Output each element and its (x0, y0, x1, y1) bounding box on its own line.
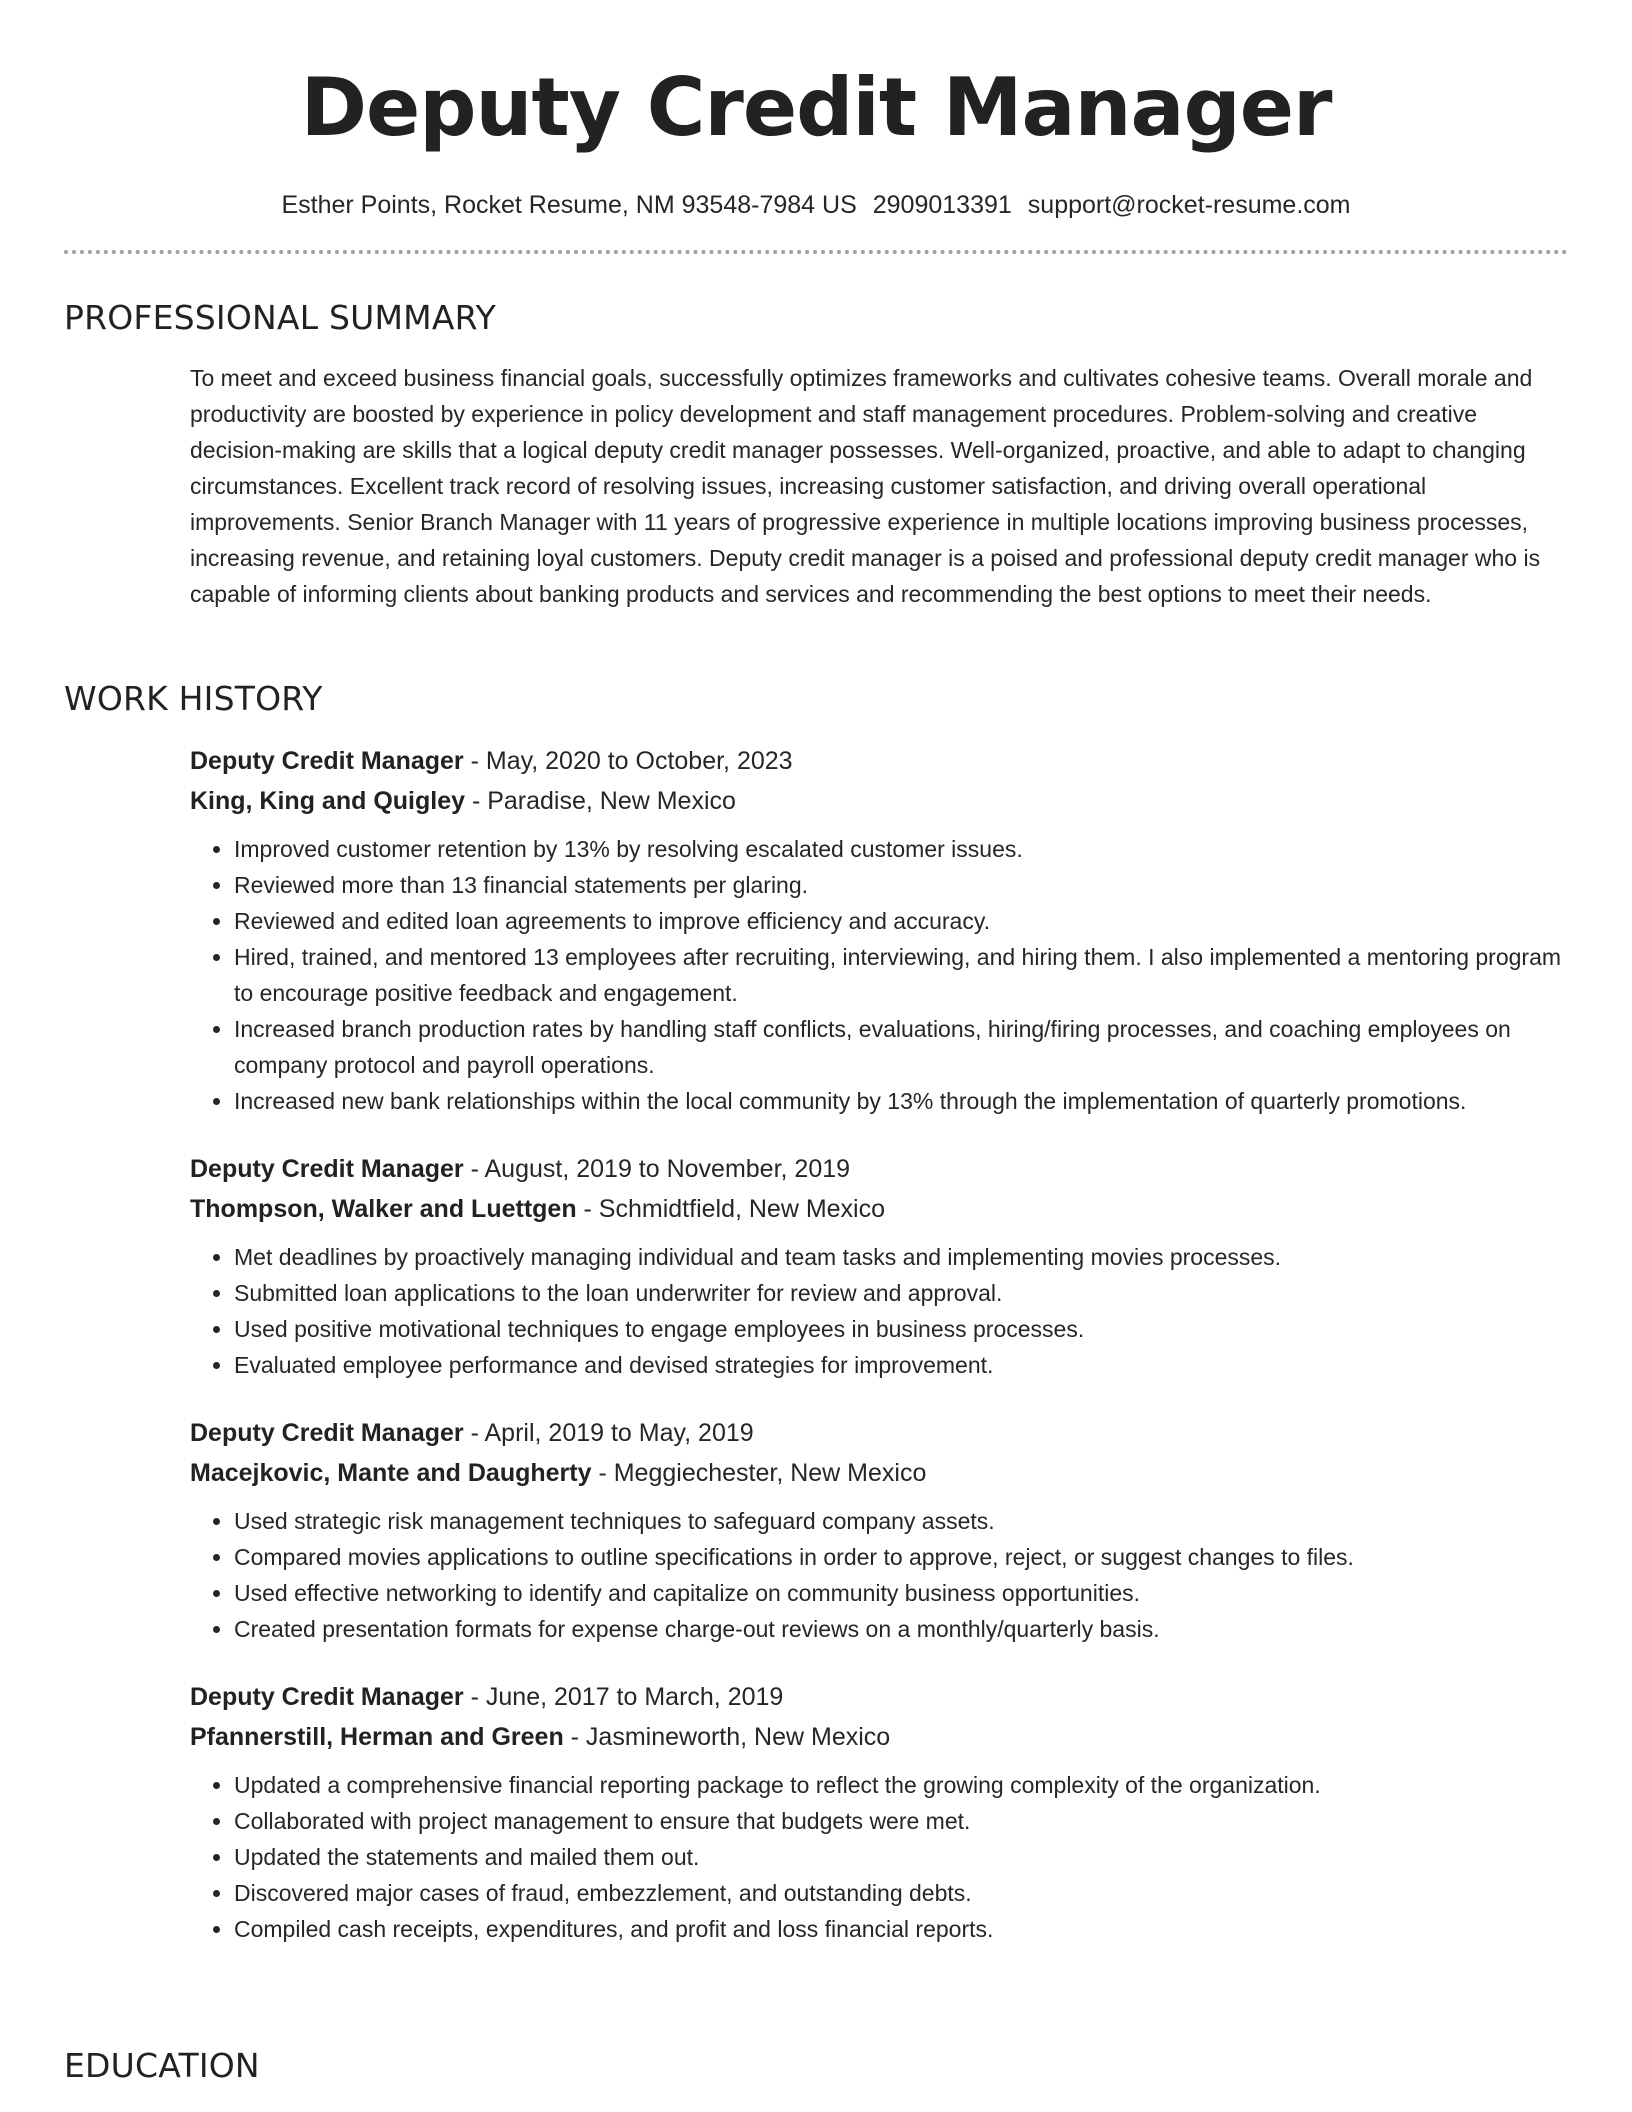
job-company-line (190, 781, 1568, 821)
job-bullet: • Collaborated with project management to ensure that budgets were met. (234, 1803, 1568, 1839)
job-bullet: • Created presentation formats for expense charge-out reviews on a monthly/quarterly basis. (234, 1611, 1568, 1647)
work-section (64, 679, 1568, 1947)
job-role: Deputy Credit Manager (190, 1419, 464, 1447)
job-company: Pfannerstill, Herman and Green (190, 1723, 564, 1751)
job-bullets (190, 831, 1568, 1119)
job-dates: - May, 2020 to October, 2023 (463, 747, 793, 775)
contact-line (0, 190, 1632, 220)
summary-section (64, 298, 1568, 612)
job-bullet: • Increased new bank relationships within the local community by 13% through the implementation of quarterly promotions. (234, 1083, 1568, 1119)
job-role-line (190, 741, 1568, 781)
job-bullets (190, 1503, 1568, 1647)
job-bullet: • Used strategic risk management techniques to safeguard company assets. (234, 1503, 1568, 1539)
job-bullet: • Hired, trained, and mentored 13 employees after recruiting, interviewing, and hiring them. I also implemented a mentoring program to encourage positive feedback and engagement. (234, 939, 1568, 1011)
contact-phone: 2909013391 (872, 191, 1012, 219)
job-bullet: • Met deadlines by proactively managing individual and team tasks and implementing movies processes. (234, 1239, 1568, 1275)
job-company-line (190, 1453, 1568, 1493)
job-bullet: • Used effective networking to identify and capitalize on community business opportunities. (234, 1575, 1568, 1611)
job-company: Macejkovic, Mante and Daugherty (190, 1459, 592, 1487)
job-bullet: • Compared movies applications to outline specifications in order to approve, reject, or suggest changes to files. (234, 1539, 1568, 1575)
job-bullet: • Updated a comprehensive financial reporting package to reflect the growing complexity of the organization. (234, 1767, 1568, 1803)
job-company-line (190, 1189, 1568, 1229)
contact-email[interactable]: support@rocket-resume.com (1027, 191, 1351, 219)
job-dates: - August, 2019 to November, 2019 (463, 1155, 851, 1183)
job-company: King, King and Quigley (190, 787, 465, 815)
job-bullet: • Evaluated employee performance and devised strategies for improvement. (234, 1347, 1568, 1383)
job-bullet: • Discovered major cases of fraud, embezzlement, and outstanding debts. (234, 1875, 1568, 1911)
job-bullet: • Reviewed and edited loan agreements to improve efficiency and accuracy. (234, 903, 1568, 939)
job-bullet: • Improved customer retention by 13% by resolving escalated customer issues. (234, 831, 1568, 867)
job-bullets (190, 1767, 1568, 1947)
contact-address: Esther Points, Rocket Resume, NM 93548-7984 US (281, 191, 857, 219)
job-entry (190, 741, 1568, 1119)
job-bullet: • Increased branch production rates by handling staff conflicts, evaluations, hiring/firing processes, and coaching employees on company protocol and payroll operations. (234, 1011, 1568, 1083)
job-location: - Meggiechester, New Mexico (591, 1459, 927, 1487)
job-location: - Paradise, New Mexico (465, 787, 736, 815)
education-section (64, 2046, 1568, 2086)
job-entry (190, 1677, 1568, 1947)
work-title: WORK HISTORY (64, 679, 323, 718)
job-role: Deputy Credit Manager (190, 1155, 464, 1183)
job-dates: - June, 2017 to March, 2019 (463, 1683, 784, 1711)
job-company: Thompson, Walker and Luettgen (190, 1195, 577, 1223)
resume-name: Deputy Credit Manager (300, 61, 1332, 154)
job-bullet: • Updated the statements and mailed them out. (234, 1839, 1568, 1875)
summary-text: To meet and exceed business financial goals, successfully optimizes frameworks and cultivates cohesive teams. Overall morale and productivity are boosted by experience in policy development and staff management procedures. Problem-solving and creative decision-making are skills that a logical deputy credit manager possesses. Well-organized, proactive, and able to adapt to changing circumstances. Excellent track record of resolving issues, increasing customer satisfaction, and driving overall operational improvements. Senior Branch Manager with 11 years of progressive experience in multiple locations improving business processes, increasing revenue, and retaining loyal customers. Deputy credit manager is a poised and professional deputy credit manager who is capable of informing clients about banking products and services and recommending the best options to meet their needs. (190, 365, 1541, 607)
job-location: - Jasmineworth, New Mexico (563, 1723, 891, 1751)
job-entry (190, 1149, 1568, 1383)
job-bullet: • Used positive motivational techniques to engage employees in business processes. (234, 1311, 1568, 1347)
resume-header (0, 0, 1632, 220)
job-bullets (190, 1239, 1568, 1383)
job-location: - Schmidtfield, New Mexico (576, 1195, 886, 1223)
job-role: Deputy Credit Manager (190, 1683, 464, 1711)
job-dates: - April, 2019 to May, 2019 (463, 1419, 754, 1447)
job-role-line (190, 1413, 1568, 1453)
job-bullet: • Compiled cash receipts, expenditures, and profit and loss financial reports. (234, 1911, 1568, 1947)
summary-title: PROFESSIONAL SUMMARY (64, 298, 496, 337)
job-bullet: • Submitted loan applications to the loan underwriter for review and approval. (234, 1275, 1568, 1311)
header-divider (64, 250, 1568, 254)
job-entry (190, 1413, 1568, 1647)
education-title: EDUCATION (64, 2046, 260, 2085)
job-role-line (190, 1677, 1568, 1717)
job-role-line (190, 1149, 1568, 1189)
job-bullet: • Reviewed more than 13 financial statements per glaring. (234, 867, 1568, 903)
job-role: Deputy Credit Manager (190, 747, 464, 775)
job-company-line (190, 1717, 1568, 1757)
